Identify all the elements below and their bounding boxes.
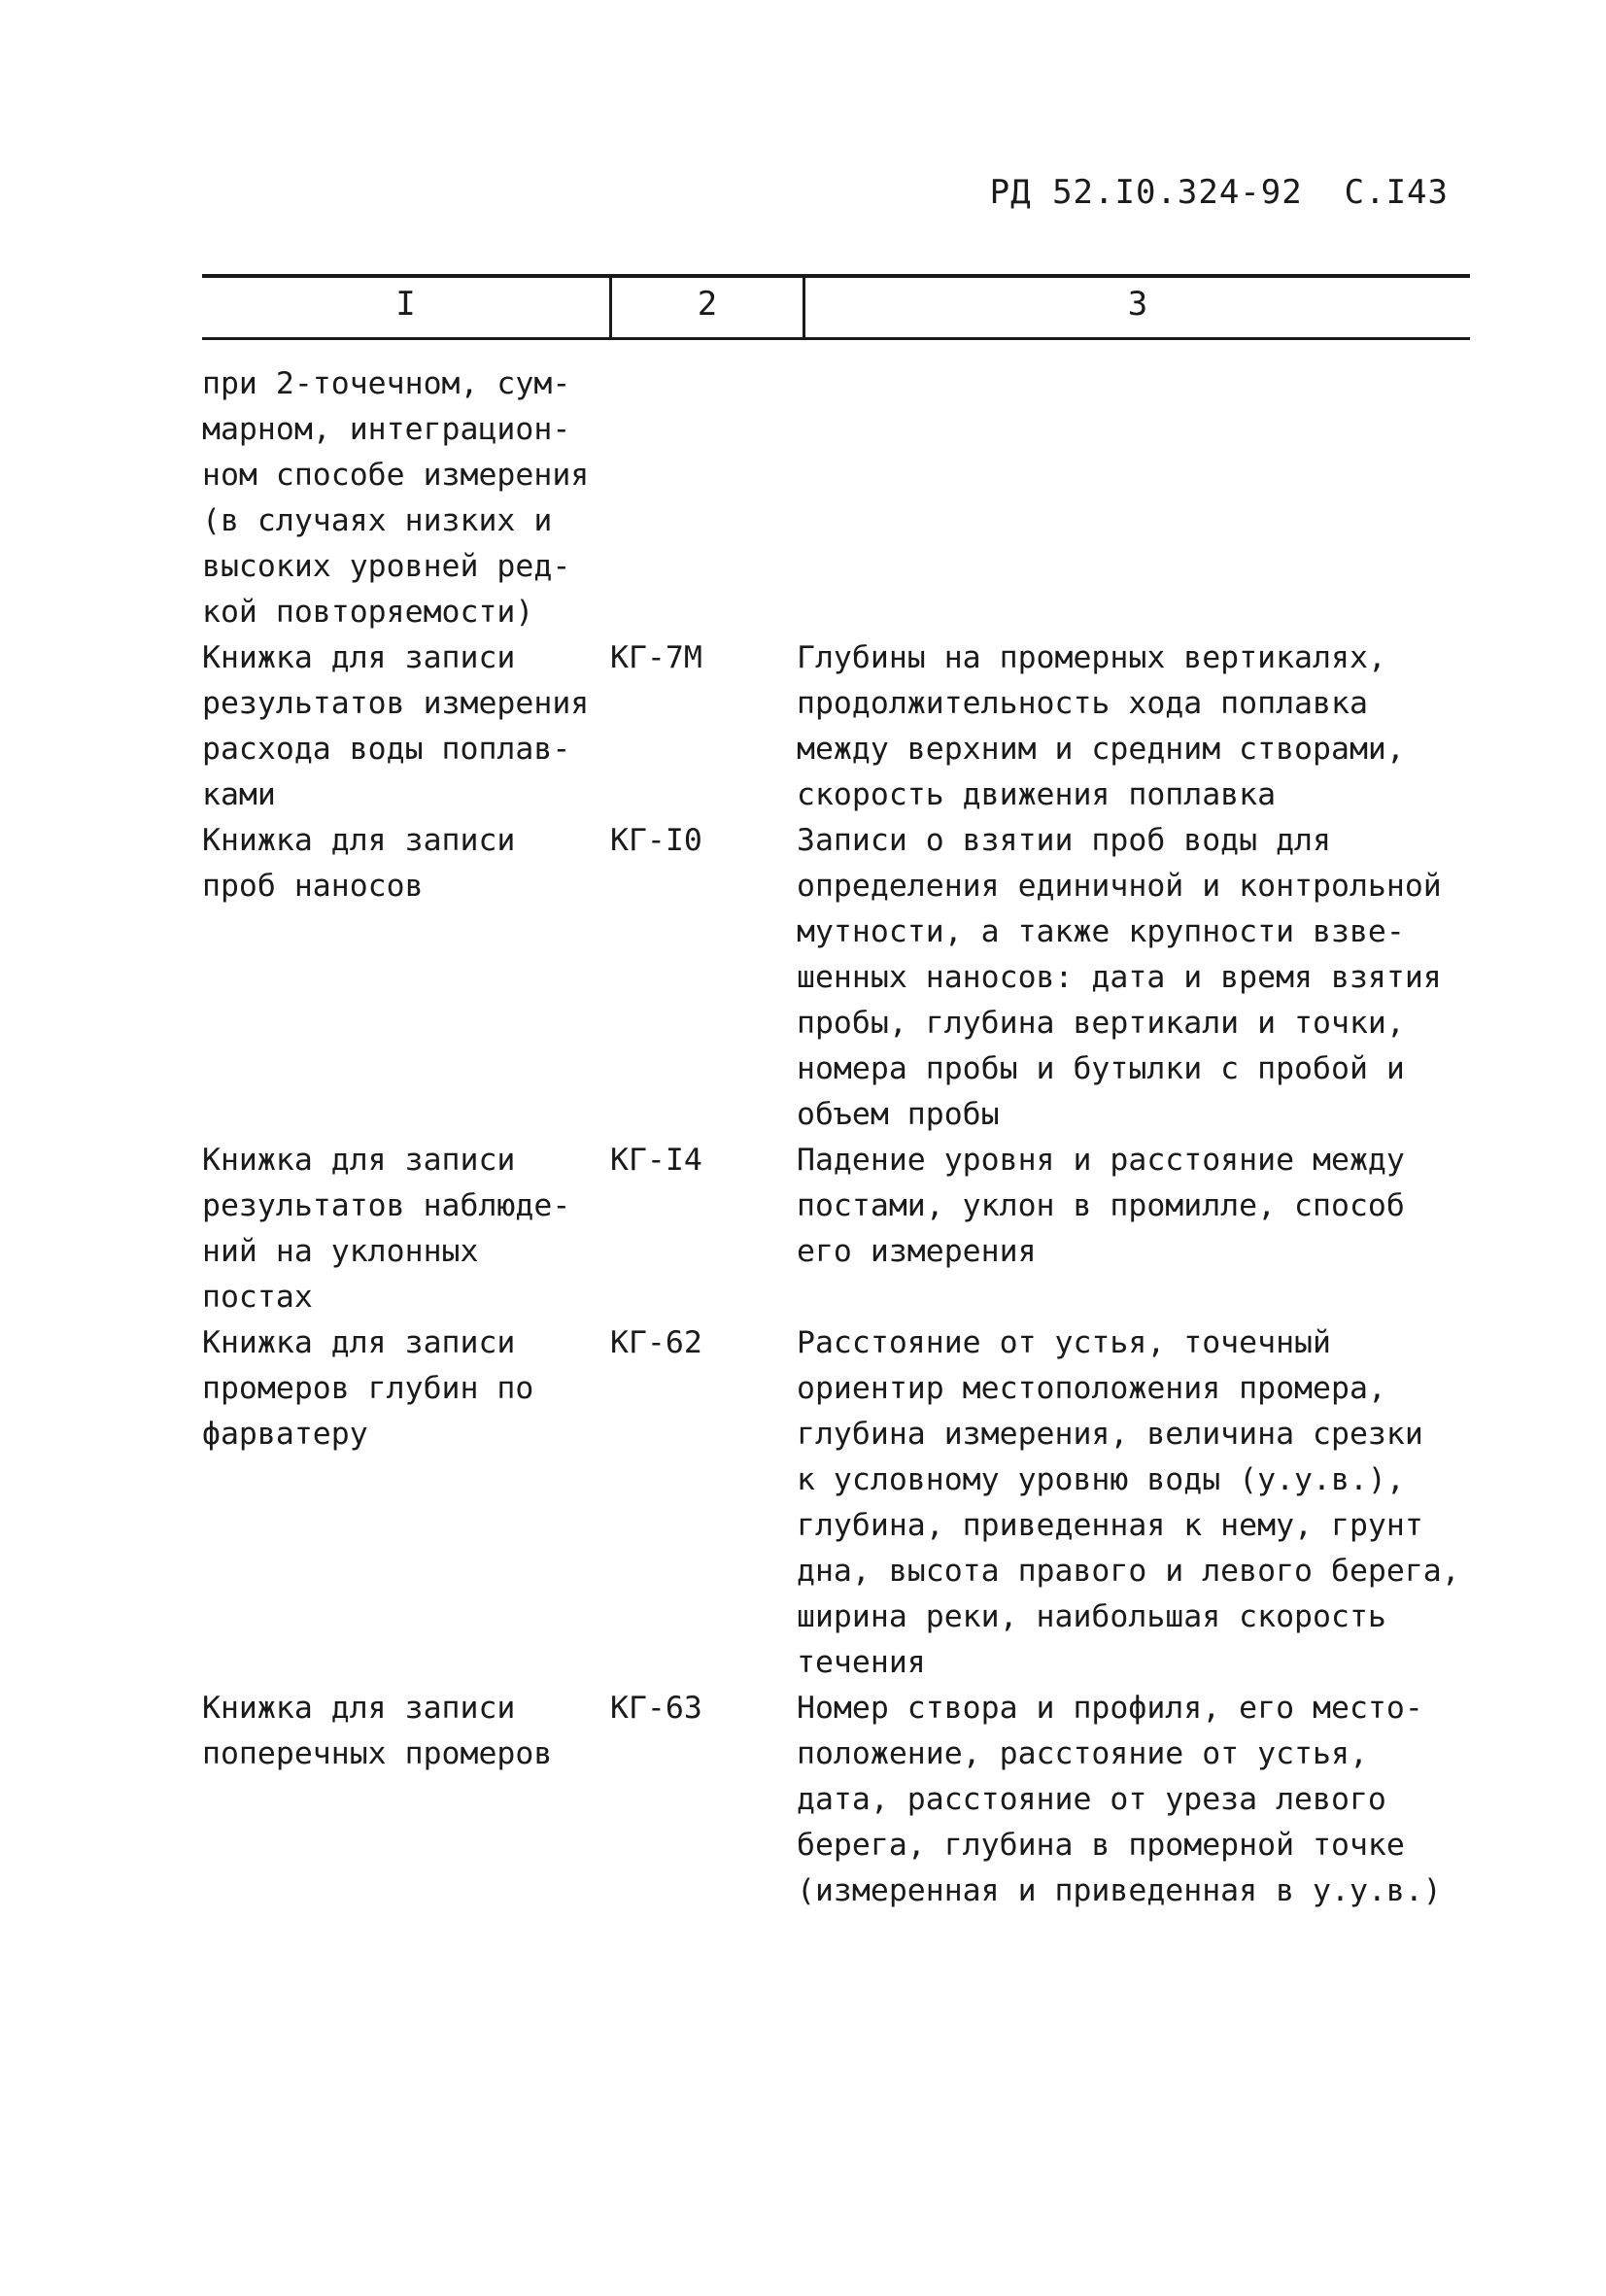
document-name-line: Книжка для записи (202, 1325, 516, 1360)
cell-form-code (610, 818, 797, 1138)
cell-document-name (202, 818, 610, 1138)
form-code: КГ-I4 (610, 1143, 702, 1178)
document-name-line: ном способе измерения (202, 458, 590, 493)
form-code: КГ-62 (610, 1325, 702, 1360)
cell-form-code (610, 1320, 797, 1686)
contents-line: шенных наносов: дата и время взятия (797, 960, 1442, 995)
contents-line: его измерения (797, 1234, 1037, 1269)
contents-line: скорость движения поплавка (797, 777, 1277, 812)
document-name-line: марном, интеграцион- (202, 412, 571, 447)
table-row (202, 635, 1543, 818)
contents-line: Глубины на промерных вертикалях, (797, 640, 1386, 675)
form-code: КГ-63 (610, 1691, 702, 1726)
contents-line: течения (797, 1645, 926, 1680)
table-row (202, 818, 1543, 1138)
contents-line: мутности, а также крупности взве- (797, 914, 1405, 949)
cell-document-name (202, 1320, 610, 1686)
contents-line: дна, высота правого и левого берега, (797, 1554, 1460, 1589)
contents-line: Падение уровня и расстояние между (797, 1143, 1405, 1178)
contents-line: продолжительность хода поплавка (797, 686, 1368, 721)
contents-line: положение, расстояние от устья, (797, 1736, 1368, 1771)
contents-line: ориентир местоположения промера, (797, 1371, 1386, 1406)
contents-line: постами, уклон в промилле, способ (797, 1188, 1405, 1223)
form-code: КГ-I0 (610, 823, 702, 858)
contents-line: объем пробы (797, 1097, 1000, 1132)
cell-form-code (610, 1138, 797, 1320)
contents-line: определения единичной и контрольной (797, 869, 1442, 904)
contents-line: Номер створа и профиля, его место- (797, 1691, 1423, 1726)
page-header-doc-ref: РД 52.I0.324-92 С.I43 (989, 173, 1449, 212)
contents-line: пробы, глубина вертикали и точки, (797, 1006, 1405, 1041)
contents-line: номера пробы и бутылки с пробой и (797, 1051, 1405, 1086)
contents-line: глубина, приведенная к нему, грунт (797, 1508, 1423, 1543)
document-name-line: ками (202, 777, 276, 812)
column-header-2: 2 (697, 285, 718, 324)
cell-contents (797, 361, 1543, 635)
records-table-body (202, 361, 1543, 1914)
document-name-line: результатов наблюде- (202, 1188, 571, 1223)
document-name-line: высоких уровней ред- (202, 549, 571, 584)
cell-document-name (202, 635, 610, 818)
document-name-line: промеров глубин по (202, 1371, 534, 1406)
document-name-line: при 2-точечном, сум- (202, 366, 571, 401)
table-row (202, 361, 1543, 635)
table-row (202, 1320, 1543, 1686)
column-header-1: I (395, 285, 416, 324)
cell-form-code (610, 635, 797, 818)
contents-line: Записи о взятии проб воды для (797, 823, 1331, 858)
form-code: КГ-7М (610, 640, 702, 675)
document-name-line: проб наносов (202, 869, 424, 904)
document-name-line: Книжка для записи (202, 1143, 516, 1178)
table-row (202, 1138, 1543, 1320)
document-name-line: результатов измерения (202, 686, 590, 721)
cell-document-name (202, 1138, 610, 1320)
table-top-rule (202, 274, 1470, 278)
cell-contents (797, 1686, 1543, 1914)
cell-contents (797, 1320, 1543, 1686)
contents-line: (измеренная и приведенная в у.у.в.) (797, 1873, 1442, 1908)
contents-line: Расстояние от устья, точечный (797, 1325, 1331, 1360)
document-name-line: постах (202, 1280, 313, 1315)
table-header-rule (202, 337, 1470, 340)
records-table (202, 361, 1543, 1914)
document-name-line: Книжка для записи (202, 823, 516, 858)
cell-contents (797, 818, 1543, 1138)
contents-line: дата, расстояние от уреза левого (797, 1782, 1386, 1817)
document-name-line: Книжка для записи (202, 640, 516, 675)
table-row (202, 1686, 1543, 1914)
contents-line: ширина реки, наибольшая скорость (797, 1599, 1386, 1634)
contents-line: к условному уровню воды (у.у.в.), (797, 1462, 1405, 1497)
document-name-line: расхода воды поплав- (202, 732, 571, 767)
contents-line: глубина измерения, величина срезки (797, 1417, 1423, 1452)
cell-contents (797, 635, 1543, 818)
column-header-3: 3 (1127, 285, 1148, 324)
document-name-line: ний на уклонных (202, 1234, 479, 1269)
cell-document-name (202, 361, 610, 635)
document-name-line: Книжка для записи (202, 1691, 516, 1726)
document-name-line: кой повторяемости) (202, 595, 534, 630)
cell-contents (797, 1138, 1543, 1320)
cell-form-code (610, 361, 797, 635)
document-name-line: фарватеру (202, 1417, 368, 1452)
cell-form-code (610, 1686, 797, 1914)
cell-document-name (202, 1686, 610, 1914)
document-name-line: поперечных промеров (202, 1736, 553, 1771)
contents-line: между верхним и средним створами, (797, 732, 1405, 767)
document-name-line: (в случаях низких и (202, 503, 553, 538)
contents-line: берега, глубина в промерной точке (797, 1828, 1405, 1863)
